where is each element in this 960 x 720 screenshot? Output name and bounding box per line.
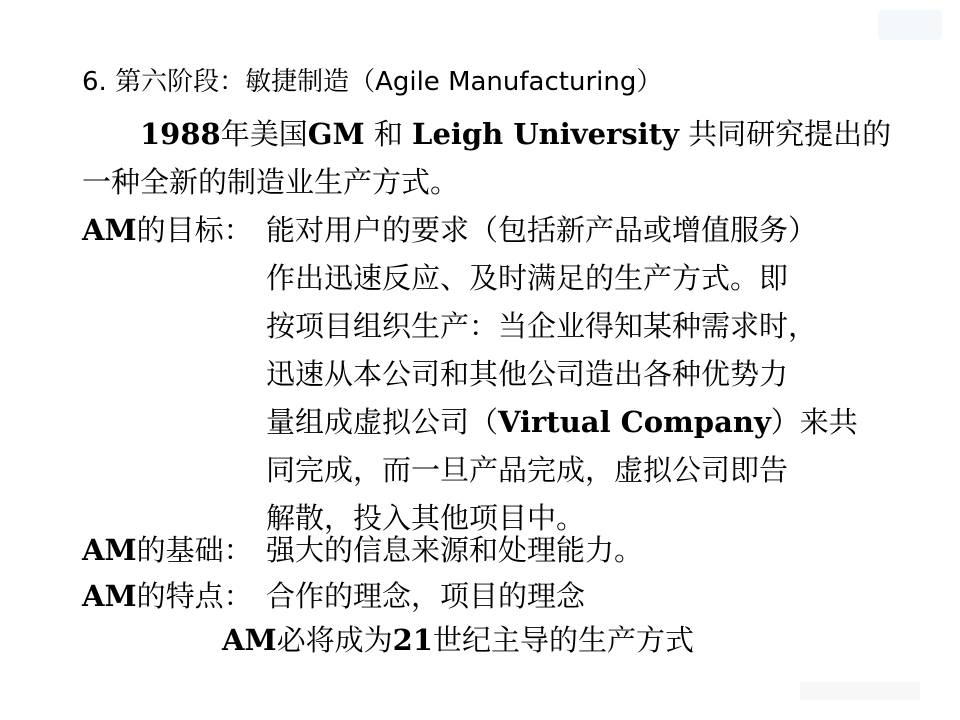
- intro-line-2: 一种全新的制造业生产方式。: [82, 165, 460, 199]
- goal-line-6: 同完成，而一旦产品完成，虚拟公司即告: [266, 453, 789, 487]
- goal-label-text: 的目标：: [136, 213, 253, 247]
- basis-label: [82, 530, 253, 570]
- intro-text-a: 年美国: [220, 117, 308, 151]
- intro-year: 1988: [140, 117, 221, 151]
- goal-line-4: 迅速从本公司和其他公司造出各种优势力: [266, 357, 789, 391]
- goal-line-2: 作出迅速反应、及时满足的生产方式。即: [266, 261, 789, 295]
- goal-virtual-company: Virtual Company: [498, 405, 771, 439]
- intro-text-c: 共同研究提出的: [678, 117, 892, 151]
- goal-label: [82, 210, 253, 250]
- feature-label-text: 的特点：: [136, 579, 253, 613]
- watermark-bottom-right: [800, 682, 920, 700]
- goal-label-am: AM: [82, 213, 137, 247]
- feature-text: 合作的理念，项目的理念: [266, 579, 586, 613]
- watermark-top-right: [878, 10, 942, 40]
- goal-line-1: 能对用户的要求（包括新产品或增值服务）: [266, 213, 818, 247]
- goal-line-5: [266, 402, 858, 442]
- intro-university: Leigh University: [412, 117, 679, 151]
- conclusion-text-a: 必将成为: [276, 623, 393, 657]
- feature-label: [82, 576, 253, 616]
- conclusion-century: 21: [392, 623, 433, 657]
- conclusion-line: [222, 620, 694, 660]
- basis-text: 强大的信息来源和处理能力。: [266, 533, 644, 567]
- feature-label-am: AM: [82, 579, 137, 613]
- basis-label-text: 的基础：: [136, 533, 253, 567]
- goal-line-5-a: 量组成虚拟公司（: [266, 405, 499, 439]
- conclusion-text-b: 世纪主导的生产方式: [432, 623, 694, 657]
- section-heading: 6. 第六阶段：敏捷制造（Agile Manufacturing）: [82, 67, 663, 97]
- intro-text-b: 和: [364, 117, 413, 151]
- goal-line-5-b: ）来共: [770, 405, 858, 439]
- conclusion-am: AM: [222, 623, 277, 657]
- basis-label-am: AM: [82, 533, 137, 567]
- goal-line-7: 解散，投入其他项目中。: [266, 501, 586, 535]
- goal-line-3: 按项目组织生产：当企业得知某种需求时，: [266, 309, 818, 343]
- intro-gm: GM: [307, 117, 365, 151]
- intro-line-1: [140, 114, 891, 154]
